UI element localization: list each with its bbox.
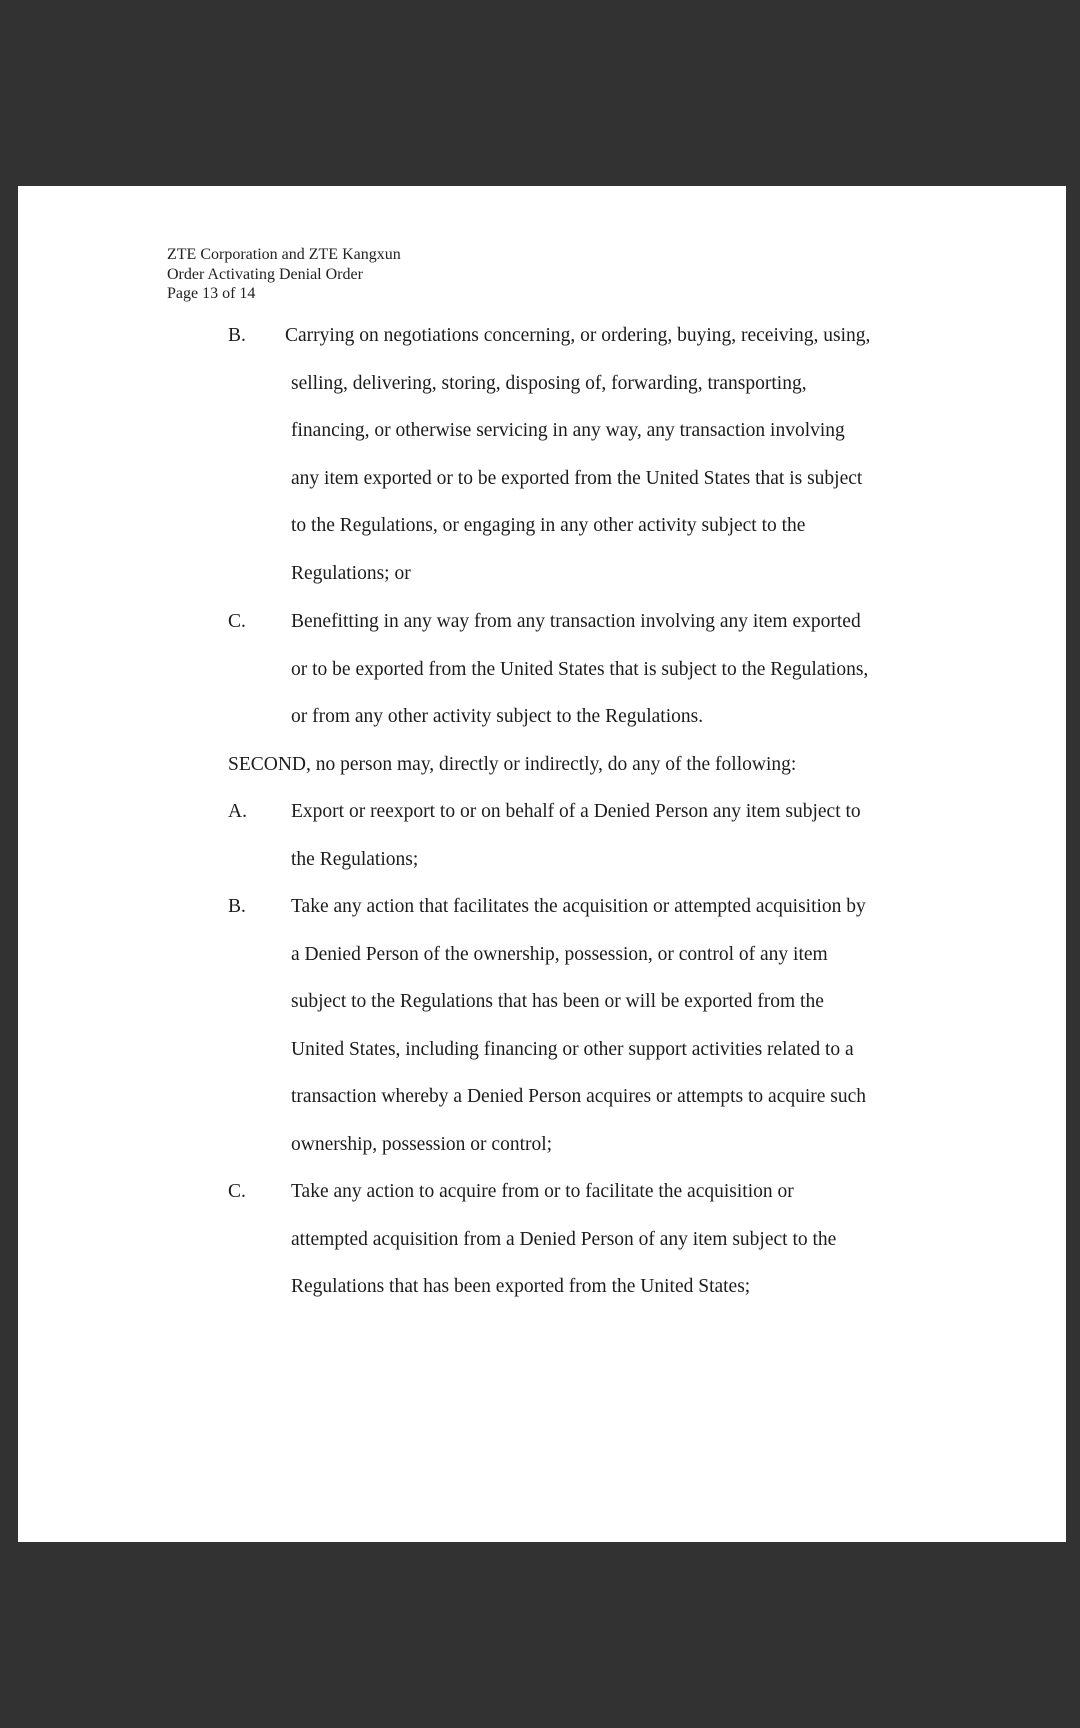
text-line: a Denied Person of the ownership, possession, or control of any item bbox=[291, 943, 828, 965]
text-line: transaction whereby a Denied Person acquires or attempts to acquire such bbox=[291, 1086, 867, 1107]
text-line: Regulations that has been exported from the United States; bbox=[291, 1276, 751, 1297]
page-header bbox=[167, 245, 401, 304]
text-line: the Regulations; bbox=[291, 848, 419, 870]
text-line: United States, including financing or other support activities related to a bbox=[291, 1038, 854, 1060]
header-page-number: Page 13 of 14 bbox=[167, 285, 256, 302]
text-line: or to be exported from the United States that is subject to the Regulations, bbox=[291, 658, 869, 680]
list-item-label: B. bbox=[228, 896, 246, 917]
text-line: ownership, possession or control; bbox=[291, 1133, 553, 1155]
text-line: subject to the Regulations that has been or will be exported from the bbox=[291, 991, 824, 1012]
list-item-label: C. bbox=[228, 1181, 246, 1202]
text-line: Take any action that facilitates the acquisition or attempted acquisition by bbox=[291, 896, 866, 917]
text-line: any item exported or to be exported from the United States that is subject bbox=[291, 467, 863, 489]
second-intro-paragraph: SECOND, no person may, directly or indirectly, do any of the following: bbox=[228, 754, 797, 775]
text-line: or from any other activity subject to the Regulations. bbox=[291, 706, 704, 727]
text-line: Take any action to acquire from or to facilitate the acquisition or bbox=[291, 1181, 794, 1202]
list-item-text bbox=[291, 598, 951, 741]
header-case-title: ZTE Corporation and ZTE Kangxun bbox=[167, 246, 401, 263]
list-item-text bbox=[291, 1168, 951, 1311]
text-line: Export or reexport to or on behalf of a Denied Person any item subject to bbox=[291, 801, 861, 822]
list-item-label: A. bbox=[228, 801, 247, 822]
list-item-label: C. bbox=[228, 611, 246, 632]
list-item-text bbox=[285, 312, 951, 597]
text-line: Benefitting in any way from any transaction involving any item exported bbox=[291, 611, 861, 632]
text-line: financing, or otherwise servicing in any way, any transaction involving bbox=[291, 420, 845, 441]
text-line: selling, delivering, storing, disposing of, forwarding, transporting, bbox=[291, 372, 807, 394]
text-line: Carrying on negotiations concerning, or ordering, buying, receiving, using, bbox=[285, 325, 871, 346]
text-line: to the Regulations, or engaging in any other activity subject to the bbox=[291, 515, 806, 536]
list-item-text bbox=[291, 883, 951, 1168]
header-order-title: Order Activating Denial Order bbox=[167, 265, 363, 283]
list-item-label: B. bbox=[228, 325, 246, 346]
text-line: Regulations; or bbox=[291, 562, 411, 584]
text-line: attempted acquisition from a Denied Person of any item subject to the bbox=[291, 1228, 837, 1250]
document-page bbox=[18, 186, 1066, 1542]
list-item-text bbox=[291, 788, 951, 883]
